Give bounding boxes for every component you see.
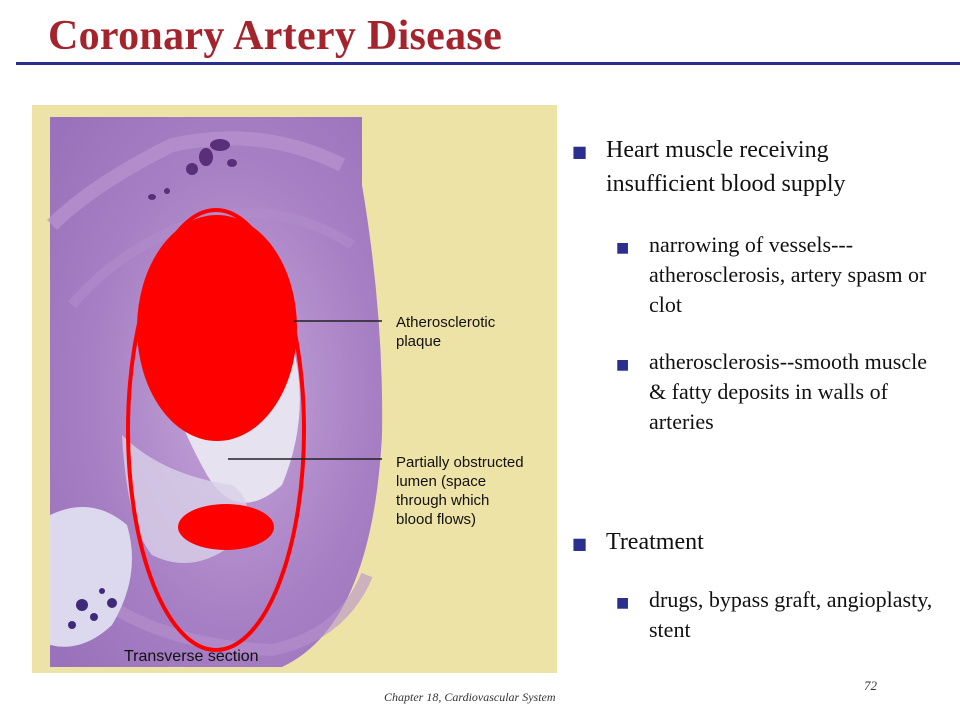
small-red-highlight-oval bbox=[178, 504, 274, 550]
square-bullet-icon: ■ bbox=[616, 357, 630, 373]
bullet-sub-1-text: narrowing of vessels---atherosclerosis, artery spasm or clot bbox=[649, 232, 927, 317]
square-bullet-icon: ■ bbox=[616, 595, 630, 611]
histology-micrograph bbox=[32, 105, 557, 673]
slide-title: Coronary Artery Disease bbox=[48, 13, 503, 59]
title-divider bbox=[16, 62, 960, 65]
bullet-sub-3-text: drugs, bypass graft, angioplasty, stent bbox=[649, 587, 933, 642]
footer-chapter: Chapter 18, Cardiovascular System bbox=[384, 690, 556, 704]
bullet-main-2-text: Treatment bbox=[606, 529, 704, 555]
plaque-label: Atherosclerotic plaque bbox=[396, 314, 496, 350]
square-bullet-icon: ■ bbox=[616, 240, 630, 256]
page-number: 72 bbox=[864, 678, 877, 693]
artery-cross-section-figure bbox=[32, 105, 557, 673]
square-bullet-icon: ■ bbox=[572, 142, 588, 161]
square-bullet-icon: ■ bbox=[572, 534, 588, 553]
plaque-highlight-red-oval bbox=[137, 215, 297, 441]
bullet-main-1-text: Heart muscle receiving insufficient blood supply bbox=[606, 137, 846, 197]
lumen-label: Partially obstructed lumen (space through which blood flows) bbox=[396, 454, 524, 528]
bullet-sub-2-text: atherosclerosis--smooth muscle & fatty deposits in walls of arteries bbox=[649, 349, 927, 434]
figure-caption: Transverse section bbox=[124, 648, 259, 665]
